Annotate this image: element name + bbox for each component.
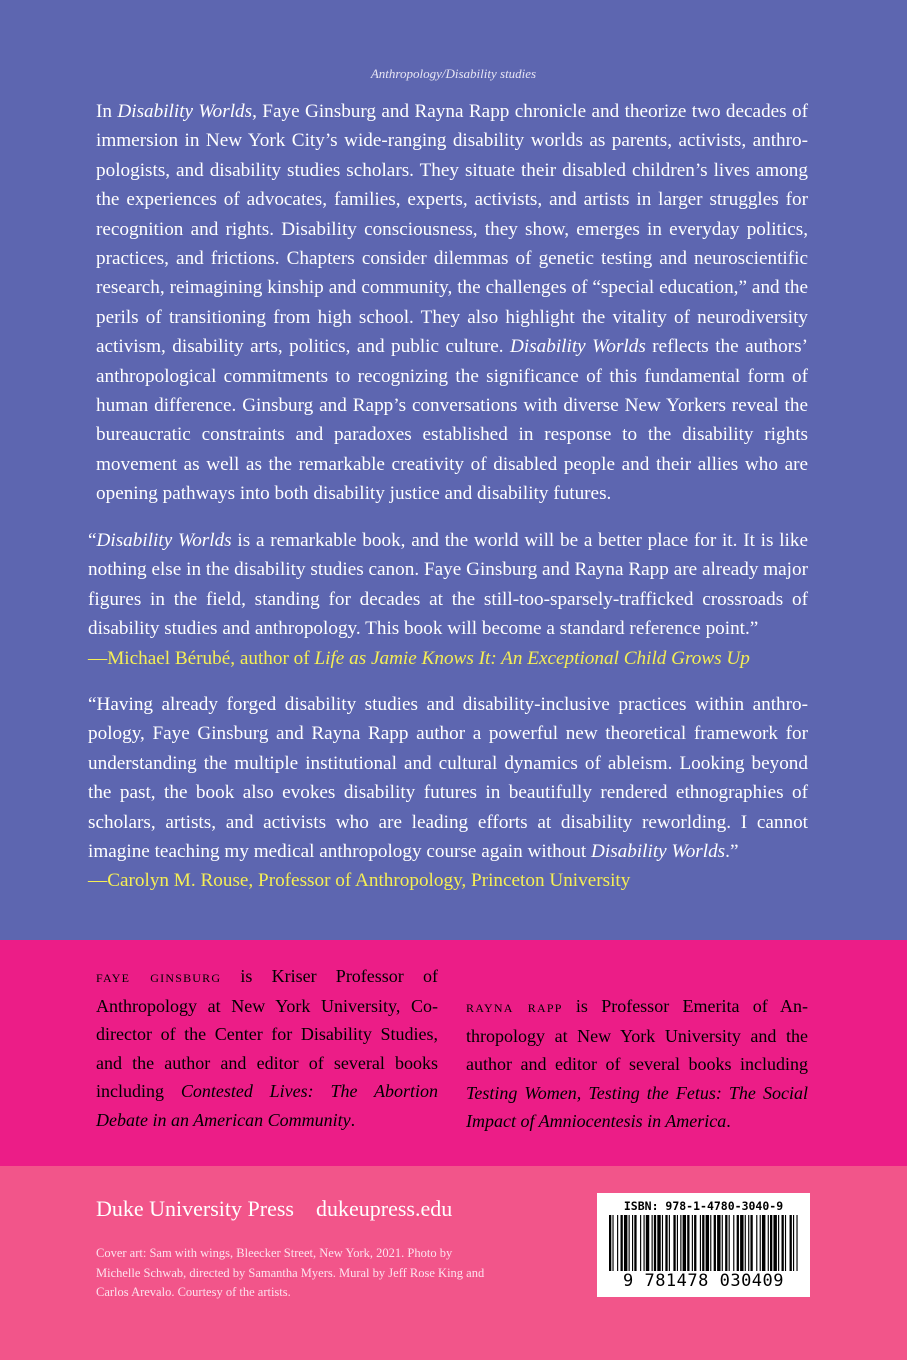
barcode-bars bbox=[605, 1215, 802, 1271]
bio-ginsburg-end: . bbox=[350, 1109, 356, 1130]
bio-rapp bbox=[466, 992, 808, 1136]
isbn-barcode bbox=[597, 1193, 810, 1297]
desc-body-1: , Faye Ginsburg and Rayna Rapp chronicle and theorize two decades of immersion in New York City’s wide-ranging disability worlds as parents, activists, anthropologists, and disability studies scholars. They situate their disabled children’s lives among the experiences of advocates, families, experts, activists, and artists in larger struggles for recognition and rights. Disability consciousness, they show, emerges in everyday politics, practices, and frictions. Chapters consider dilemmas of genetic testing and neuroscientific research, reimagining kinship and community, the challenges of “special education,” and the perils of transitioning from high school. They also highlight the vitality of neurodiversity activism, disability arts, politics, and public culture. bbox=[96, 101, 809, 358]
bio-ginsburg bbox=[96, 962, 438, 1135]
desc-title: Disability Worlds bbox=[117, 101, 253, 122]
quote1-attr-title: Life as Jamie Knows It: An Exceptional Child Grows Up bbox=[314, 647, 750, 669]
publisher-line bbox=[96, 1196, 474, 1222]
publisher-url: dukeupress.edu bbox=[315, 1196, 453, 1221]
bio-rapp-title: Testing Women, Testing the Fetus: The Social Impact of Amniocentesis in America bbox=[466, 1082, 808, 1132]
publisher-name: Duke University Press bbox=[96, 1196, 294, 1221]
bio-rapp-end: . bbox=[726, 1111, 731, 1132]
quote1-open: “ bbox=[88, 530, 97, 551]
desc-title-2: Disability Worlds bbox=[510, 336, 646, 358]
quote1-attribution bbox=[88, 644, 808, 673]
book-description bbox=[96, 97, 808, 509]
desc-pre: In bbox=[96, 101, 118, 122]
quote2-attribution: —Carolyn M. Rouse, Professor of Anthropology, Princeton University bbox=[88, 870, 631, 892]
quote2-close: .” bbox=[725, 841, 739, 863]
bio-ginsburg-body: is Kriser Professor of Anthropology at New York University, Codirector of the Center for Disability Studies, and the author and editor of several books including bbox=[96, 966, 438, 1102]
quote1-attr-pre: —Michael Bérubé, author of bbox=[88, 647, 315, 669]
quote1-body: is a remarkable book, and the world will be a better place for it. It is like nothing else in the disability studies canon. Faye Ginsburg and Rayna Rapp are already major figures in the field, standing for decades at the still-too-sparsely-trafficked crossroads of disability studies and anthropology. This book will become a standard reference point.” bbox=[88, 530, 809, 640]
cover-credits: Cover art: Sam with wings, Bleecker Street, New York, 2021. Photo by Michelle Schwab, directed by Samantha Myers. Mural by Jeff Rose King and Carlos Arevalo. Courtesy of the artists. bbox=[96, 1246, 485, 1299]
quote2-body: “Having already forged disability studies and disability-inclusive practices within anthropology, Faye Ginsburg and Rayna Rapp author a powerful new theoretical framework for understanding the multiple institutional and cultural dynamics of ableism. Looking beyond the past, the book also evokes disability futures in beautifully rendered ethnographies of scholars, artists, and activists who are leading efforts at disability reworlding. I cannot imagine teaching my medical anthropology course again without bbox=[88, 694, 808, 863]
isbn-number: 9 781478 030409 bbox=[622, 1271, 785, 1291]
bio-rapp-name: rayna rapp bbox=[466, 997, 563, 1016]
bio-rapp-body: is Professor Emerita of Anthropology at New York University and the author and editor of several books including bbox=[466, 996, 808, 1075]
blurb-rouse bbox=[88, 690, 808, 896]
blurb-berube bbox=[88, 526, 808, 673]
quote2-title: Disability Worlds bbox=[591, 841, 726, 863]
quote1-title: Disability Worlds bbox=[96, 530, 232, 551]
category-label: Anthropology/Disability studies bbox=[370, 66, 537, 81]
bio-ginsburg-title: Contested Lives: The Abortion Debate in an American Community bbox=[96, 1081, 438, 1130]
desc-body-2: reflects the authors’ anthropological commitments to recognizing the significance of this fundamental form of human difference. Ginsburg and Rapp’s conversations with diverse New Yorkers reveal the bureaucratic constraints and paradoxes established in response to the disability rights movement as well as the remarkable creativity of disabled people and their allies who are opening pathways into both disability justice and disability futures. bbox=[96, 336, 808, 505]
isbn-label: ISBN: 978-1-4780-3040-9 bbox=[623, 1199, 784, 1213]
bio-ginsburg-name: faye ginsburg bbox=[96, 967, 222, 986]
